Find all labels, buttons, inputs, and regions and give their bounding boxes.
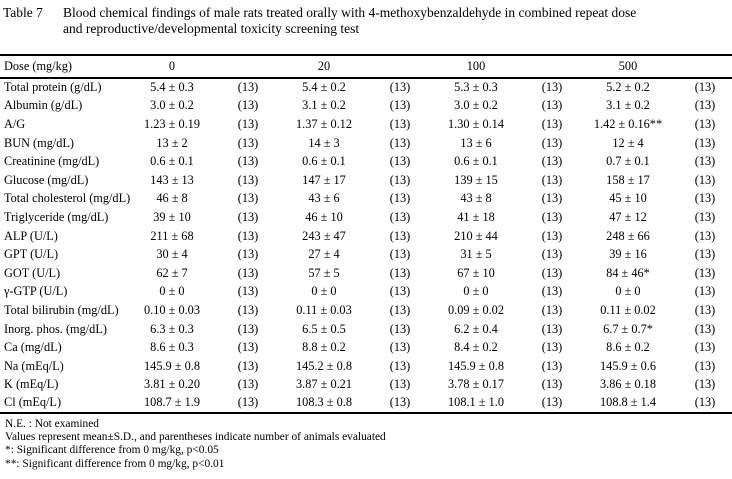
animal-count: (13) <box>694 80 716 95</box>
mean-sd-value: 211 ± 68 <box>150 228 194 243</box>
table-row <box>0 78 732 97</box>
mean-sd-value: 0 ± 0 <box>615 284 641 299</box>
parameter-label: Glucose (mg/dL) <box>4 172 89 187</box>
table-row <box>0 171 732 190</box>
animal-count: (13) <box>389 377 411 392</box>
header-spacer <box>222 55 274 78</box>
footnote-double-star: **: Significant difference from 0 mg/kg, p<0.01 <box>5 457 225 470</box>
mean-sd-value: 41 ± 18 <box>457 209 495 224</box>
animal-count: (13) <box>237 135 259 150</box>
mean-sd-value: 3.78 ± 0.17 <box>448 377 504 392</box>
header-spacer <box>374 55 426 78</box>
mean-sd-value: 143 ± 13 <box>150 172 194 187</box>
animal-count: (13) <box>541 116 563 131</box>
animal-count: (13) <box>389 172 411 187</box>
table-row <box>0 208 732 227</box>
mean-sd-value: 84 ± 46* <box>606 265 650 280</box>
table-row <box>0 301 732 320</box>
animal-count: (13) <box>237 358 259 373</box>
animal-count: (13) <box>694 172 716 187</box>
parameter-label: A/G <box>4 116 26 131</box>
table-title-text <box>63 5 731 37</box>
parameter-label: Albumin (g/dL) <box>4 98 83 113</box>
animal-count: (13) <box>237 395 259 410</box>
animal-count: (13) <box>389 191 411 206</box>
dose-header-100: 100 <box>426 55 526 78</box>
mean-sd-value: 0.6 ± 0.1 <box>454 154 498 169</box>
mean-sd-value: 139 ± 15 <box>454 172 498 187</box>
mean-sd-value: 145.9 ± 0.6 <box>600 358 656 373</box>
table-row <box>0 190 732 209</box>
mean-sd-value: 6.3 ± 0.3 <box>150 321 194 336</box>
animal-count: (13) <box>237 247 259 262</box>
mean-sd-value: 0 ± 0 <box>311 284 337 299</box>
animal-count: (13) <box>389 284 411 299</box>
footnote-ne: N.E. : Not examined <box>5 417 99 430</box>
animal-count: (13) <box>541 247 563 262</box>
mean-sd-value: 145.2 ± 0.8 <box>296 358 352 373</box>
mean-sd-value: 0.10 ± 0.03 <box>144 302 200 317</box>
parameter-label: GPT (U/L) <box>4 247 59 262</box>
mean-sd-value: 5.4 ± 0.2 <box>302 80 346 95</box>
animal-count: (13) <box>237 321 259 336</box>
header-row <box>0 55 732 78</box>
parameter-label: Triglyceride (mg/dL) <box>4 209 109 224</box>
animal-count: (13) <box>237 172 259 187</box>
mean-sd-value: 27 ± 4 <box>308 247 340 262</box>
mean-sd-value: 3.81 ± 0.20 <box>144 377 200 392</box>
table-row <box>0 394 732 413</box>
mean-sd-value: 0 ± 0 <box>159 284 185 299</box>
mean-sd-value: 39 ± 16 <box>609 247 647 262</box>
animal-count: (13) <box>541 209 563 224</box>
parameter-label: Na (mEq/L) <box>4 358 64 373</box>
animal-count: (13) <box>237 80 259 95</box>
animal-count: (13) <box>237 191 259 206</box>
parameter-label: Total protein (g/dL) <box>4 80 102 95</box>
mean-sd-value: 67 ± 10 <box>457 265 495 280</box>
parameter-label: γ-GTP (U/L) <box>4 284 68 299</box>
mean-sd-value: 39 ± 10 <box>153 209 191 224</box>
animal-count: (13) <box>237 302 259 317</box>
animal-count: (13) <box>541 135 563 150</box>
mean-sd-value: 0.6 ± 0.1 <box>150 154 194 169</box>
mean-sd-value: 0 ± 0 <box>463 284 489 299</box>
parameter-label: BUN (mg/dL) <box>4 135 75 150</box>
animal-count: (13) <box>237 265 259 280</box>
mean-sd-value: 43 ± 8 <box>460 191 492 206</box>
mean-sd-value: 6.5 ± 0.5 <box>302 321 346 336</box>
animal-count: (13) <box>694 191 716 206</box>
table-row <box>0 320 732 339</box>
animal-count: (13) <box>541 340 563 355</box>
animal-count: (13) <box>694 340 716 355</box>
mean-sd-value: 3.0 ± 0.2 <box>150 98 194 113</box>
table-row <box>0 283 732 302</box>
animal-count: (13) <box>389 247 411 262</box>
mean-sd-value: 5.2 ± 0.2 <box>606 80 650 95</box>
table-row <box>0 245 732 264</box>
animal-count: (13) <box>389 209 411 224</box>
animal-count: (13) <box>237 340 259 355</box>
table-row <box>0 115 732 134</box>
animal-count: (13) <box>389 358 411 373</box>
mean-sd-value: 5.3 ± 0.3 <box>454 80 498 95</box>
mean-sd-value: 108.7 ± 1.9 <box>144 395 200 410</box>
animal-count: (13) <box>541 191 563 206</box>
mean-sd-value: 12 ± 4 <box>612 135 644 150</box>
mean-sd-value: 0.6 ± 0.1 <box>302 154 346 169</box>
table-number: Table 7 <box>3 5 43 20</box>
dose-header-0: 0 <box>122 55 222 78</box>
animal-count: (13) <box>237 209 259 224</box>
mean-sd-value: 8.4 ± 0.2 <box>454 340 498 355</box>
mean-sd-value: 210 ± 44 <box>454 228 498 243</box>
parameter-label: Creatinine (mg/dL) <box>4 154 100 169</box>
mean-sd-value: 5.4 ± 0.3 <box>150 80 194 95</box>
mean-sd-value: 145.9 ± 0.8 <box>144 358 200 373</box>
animal-count: (13) <box>694 358 716 373</box>
table-row <box>0 376 732 395</box>
table-row <box>0 357 732 376</box>
mean-sd-value: 0.7 ± 0.1 <box>606 154 650 169</box>
animal-count: (13) <box>541 321 563 336</box>
mean-sd-value: 147 ± 17 <box>302 172 346 187</box>
animal-count: (13) <box>694 302 716 317</box>
header-spacer <box>678 55 732 78</box>
mean-sd-value: 1.30 ± 0.14 <box>448 116 504 131</box>
animal-count: (13) <box>237 228 259 243</box>
animal-count: (13) <box>237 98 259 113</box>
animal-count: (13) <box>694 228 716 243</box>
mean-sd-value: 1.42 ± 0.16** <box>593 116 663 131</box>
animal-count: (13) <box>389 340 411 355</box>
table-body <box>0 78 732 413</box>
table-title-line1: Blood chemical findings of male rats treated orally with 4-methoxybenzaldehyde in combined repeat dose <box>63 5 637 20</box>
animal-count: (13) <box>389 135 411 150</box>
animal-count: (13) <box>694 265 716 280</box>
mean-sd-value: 47 ± 12 <box>609 209 647 224</box>
parameter-label: Total cholesterol (mg/dL) <box>4 191 131 206</box>
mean-sd-value: 30 ± 4 <box>156 247 188 262</box>
mean-sd-value: 3.86 ± 0.18 <box>600 377 656 392</box>
parameter-label: GOT (U/L) <box>4 265 61 280</box>
animal-count: (13) <box>541 172 563 187</box>
footnote-star: *: Significant difference from 0 mg/kg, p<0.05 <box>5 444 219 457</box>
blood-chemistry-table <box>0 54 732 414</box>
parameter-label: Inorg. phos. (mg/dL) <box>4 321 107 336</box>
animal-count: (13) <box>541 80 563 95</box>
animal-count: (13) <box>389 116 411 131</box>
mean-sd-value: 145.9 ± 0.8 <box>448 358 504 373</box>
mean-sd-value: 108.1 ± 1.0 <box>448 395 504 410</box>
animal-count: (13) <box>541 98 563 113</box>
animal-count: (13) <box>389 321 411 336</box>
mean-sd-value: 6.2 ± 0.4 <box>454 321 498 336</box>
mean-sd-value: 46 ± 8 <box>156 191 188 206</box>
animal-count: (13) <box>541 154 563 169</box>
mean-sd-value: 3.1 ± 0.2 <box>606 98 650 113</box>
table-row <box>0 264 732 283</box>
mean-sd-value: 13 ± 6 <box>460 135 492 150</box>
dose-header-500: 500 <box>578 55 678 78</box>
mean-sd-value: 3.87 ± 0.21 <box>296 377 352 392</box>
mean-sd-value: 243 ± 47 <box>302 228 346 243</box>
animal-count: (13) <box>694 321 716 336</box>
parameter-label: ALP (U/L) <box>4 228 58 243</box>
animal-count: (13) <box>694 395 716 410</box>
animal-count: (13) <box>694 116 716 131</box>
animal-count: (13) <box>389 395 411 410</box>
parameter-label: Total bilirubin (mg/dL) <box>4 302 119 317</box>
dose-header-20: 20 <box>274 55 374 78</box>
mean-sd-value: 158 ± 17 <box>606 172 650 187</box>
table-row <box>0 338 732 357</box>
table-row <box>0 134 732 153</box>
animal-count: (13) <box>237 116 259 131</box>
animal-count: (13) <box>389 98 411 113</box>
animal-count: (13) <box>389 302 411 317</box>
footnotes <box>0 418 732 471</box>
animal-count: (13) <box>541 302 563 317</box>
mean-sd-value: 0.11 ± 0.02 <box>600 302 656 317</box>
animal-count: (13) <box>694 377 716 392</box>
mean-sd-value: 45 ± 10 <box>609 191 647 206</box>
table-row <box>0 97 732 116</box>
mean-sd-value: 62 ± 7 <box>156 265 188 280</box>
mean-sd-value: 6.7 ± 0.7* <box>603 321 653 336</box>
table-row <box>0 152 732 171</box>
footnote-values: Values represent mean±S.D., and parentheses indicate number of animals evaluated <box>5 430 386 443</box>
animal-count: (13) <box>541 395 563 410</box>
header-spacer <box>526 55 578 78</box>
mean-sd-value: 31 ± 5 <box>460 247 492 262</box>
mean-sd-value: 0.11 ± 0.03 <box>296 302 352 317</box>
animal-count: (13) <box>541 358 563 373</box>
mean-sd-value: 3.1 ± 0.2 <box>302 98 346 113</box>
mean-sd-value: 14 ± 3 <box>308 135 340 150</box>
parameter-label: Ca (mg/dL) <box>4 340 62 355</box>
animal-count: (13) <box>237 284 259 299</box>
mean-sd-value: 108.3 ± 0.8 <box>296 395 352 410</box>
animal-count: (13) <box>694 154 716 169</box>
animal-count: (13) <box>541 284 563 299</box>
table-caption <box>0 0 732 37</box>
mean-sd-value: 108.8 ± 1.4 <box>600 395 656 410</box>
mean-sd-value: 8.8 ± 0.2 <box>302 340 346 355</box>
animal-count: (13) <box>389 228 411 243</box>
mean-sd-value: 57 ± 5 <box>308 265 340 280</box>
animal-count: (13) <box>694 284 716 299</box>
mean-sd-value: 8.6 ± 0.2 <box>606 340 650 355</box>
animal-count: (13) <box>541 265 563 280</box>
animal-count: (13) <box>237 154 259 169</box>
mean-sd-value: 3.0 ± 0.2 <box>454 98 498 113</box>
animal-count: (13) <box>541 228 563 243</box>
animal-count: (13) <box>389 154 411 169</box>
table-row <box>0 227 732 246</box>
animal-count: (13) <box>541 377 563 392</box>
dose-column-label: Dose (mg/kg) <box>0 55 122 78</box>
mean-sd-value: 1.37 ± 0.12 <box>296 116 352 131</box>
parameter-label: K (mEq/L) <box>4 377 59 392</box>
animal-count: (13) <box>694 135 716 150</box>
mean-sd-value: 46 ± 10 <box>305 209 343 224</box>
mean-sd-value: 0.09 ± 0.02 <box>448 302 504 317</box>
animal-count: (13) <box>694 247 716 262</box>
animal-count: (13) <box>237 377 259 392</box>
animal-count: (13) <box>694 209 716 224</box>
mean-sd-value: 8.6 ± 0.3 <box>150 340 194 355</box>
mean-sd-value: 1.23 ± 0.19 <box>144 116 200 131</box>
mean-sd-value: 248 ± 66 <box>606 228 650 243</box>
mean-sd-value: 13 ± 2 <box>156 135 188 150</box>
animal-count: (13) <box>389 265 411 280</box>
animal-count: (13) <box>389 80 411 95</box>
mean-sd-value: 43 ± 6 <box>308 191 340 206</box>
animal-count: (13) <box>694 98 716 113</box>
parameter-label: Cl (mEq/L) <box>4 395 62 410</box>
table-title-line2: and reproductive/developmental toxicity screening test <box>63 21 360 36</box>
